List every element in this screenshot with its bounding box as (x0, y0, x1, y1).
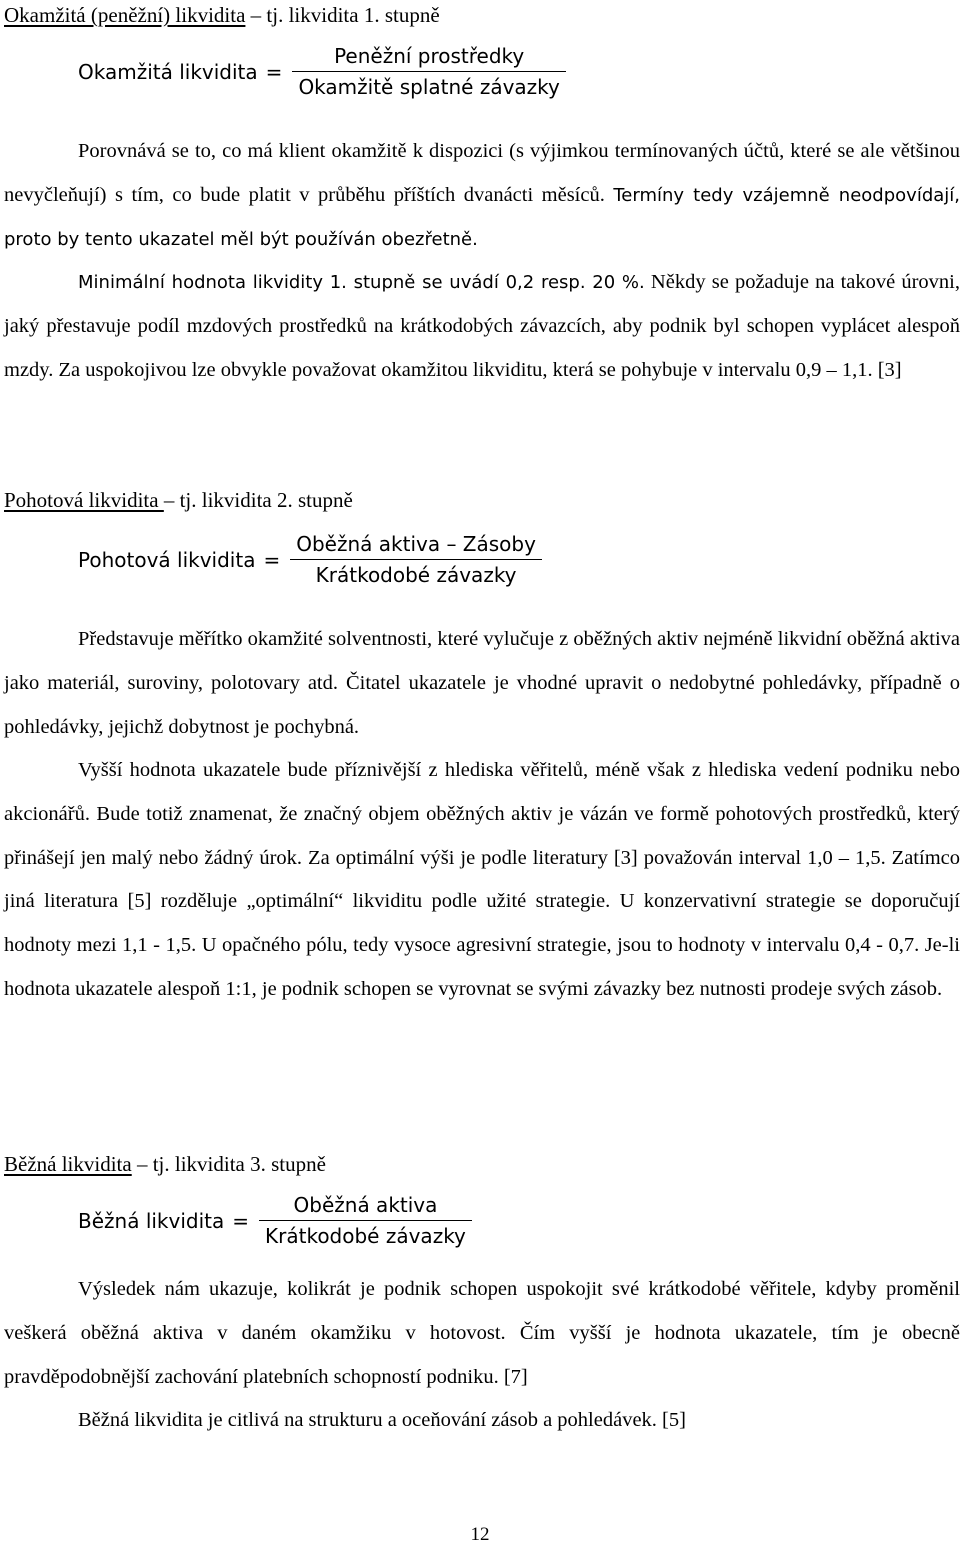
section-heading-quick-liquidity (4, 488, 353, 512)
formula-lhs: Běžná likvidita (78, 1208, 225, 1233)
paragraph-quick-liquidity-2 (4, 749, 960, 1012)
paragraph-text-rest: Někdy se požaduje na takové úrovni, jaký přestavuje podíl mzdových prostředků na krátkodobých závazcích, aby podnik byl schopen vyplácet alespoň mzdy. Za uspokojivou lze obvykle považovat okamžitou likviditu, která se pohybuje v intervalu 0,9 – 1,1. [3] (4, 271, 960, 381)
paragraph-text: Vyšší hodnota ukazatele bude příznivější z hlediska věřitelů, méně však z hlediska vedení podniku nebo akcionářů. Bude totiž znamenat, že značný objem oběžných aktiv je vázán ve formě pohotových prostředků, který přinášejí jen malý nebo žádný úrok. Za optimální výši je podle literatury [3] považován interval 1,0 – 1,5. Zatímco jiná literatura [5] rozděluje „optimální“ likviditu podle užité strategie. U konzervativní strategie se doporučují hodnoty mezi 1,1 - 1,5. U opačného pólu, tedy vysoce agresivní strategie, jsou to hodnoty v intervalu 0,4 - 0,7. Je-li hodnota ukazatele alespoň 1:1, je podnik schopen se vyrovnat se svými závazky bez nutnosti prodeje svých zásob. (4, 759, 960, 1000)
formula-current-liquidity (78, 1193, 472, 1248)
formula-fraction (259, 1193, 472, 1248)
formula-quick-liquidity (78, 532, 542, 587)
formula-denominator: Okamžitě splatné závazky (298, 75, 560, 99)
paragraph-quick-liquidity-1 (4, 618, 960, 749)
formula-denominator: Krátkodobé závazky (265, 1224, 466, 1248)
paragraph-text-serif: Porovnává se to, co má klient okamžitě k dispozici (s výjimkou termínovaných účtů, které se ale většinou nevyčleňují) s tím, co bude platit v průběhu příštích dvanácti měsíců. (4, 140, 960, 206)
formula-lhs: Okamžitá likvidita (78, 59, 258, 84)
formula-denominator: Krátkodobé závazky (315, 563, 517, 587)
formula-numerator: Oběžná aktiva (293, 1193, 438, 1217)
formula-fraction (292, 44, 565, 99)
paragraph-current-liquidity-2 (4, 1399, 960, 1443)
paragraph-immediate-liquidity (4, 130, 960, 393)
heading-rest-text: – tj. likvidita 2. stupně (163, 488, 353, 512)
paragraph-text-sans-2: Minimální hodnota likvidity 1. stupně se uvádí 0,2 resp. 20 %. (78, 272, 645, 294)
formula-fraction (290, 532, 542, 587)
paragraph-text: Běžná likvidita je citlivá na strukturu a oceňování zásob a pohledávek. [5] (78, 1409, 686, 1431)
paragraph-text-sans-1: Termíny tedy vzájemně neodpovídají, proto by tento ukazatel měl být používán obezřetně. (4, 184, 960, 250)
heading-underlined-text: Okamžitá (peněžní) likvidita (4, 3, 246, 27)
formula-equals: = (263, 547, 281, 572)
heading-underlined-text: Běžná likvidita (4, 1152, 132, 1176)
section-heading-immediate-liquidity (4, 3, 440, 27)
heading-underlined-text: Pohotová likvidita (4, 488, 164, 512)
formula-lhs: Pohotová likvidita (78, 547, 256, 572)
formula-numerator: Oběžná aktiva – Zásoby (296, 532, 536, 556)
page-number: 12 (470, 1524, 490, 1545)
formula-immediate-liquidity (78, 44, 566, 99)
formula-numerator: Peněžní prostředky (334, 44, 525, 68)
paragraph-text: Představuje měřítko okamžité solventnosti, které vylučuje z oběžných aktiv nejméně likvidní oběžná aktiva jako materiál, suroviny, polotovary atd. Čitatel ukazatele je vhodné upravit o nedobytné pohledávky, případně o pohledávky, jejichž dobytnost je pochybná. (4, 628, 960, 738)
heading-rest-text: – tj. likvidita 1. stupně (245, 3, 440, 27)
heading-rest-text: – tj. likvidita 3. stupně (131, 1152, 326, 1176)
paragraph-current-liquidity-1 (4, 1268, 960, 1399)
paragraph-text: Výsledek nám ukazuje, kolikrát je podnik schopen uspokojit své krátkodobé věřitele, kdyby proměnil veškerá oběžná aktiva v daném okamžiku v hotovost. Čím vyšší je hodnota ukazatele, tím je obecně pravděpodobnější zachování platebních schopností podniku. [7] (4, 1278, 960, 1388)
formula-equals: = (265, 59, 283, 84)
section-heading-current-liquidity (4, 1152, 326, 1176)
formula-equals: = (232, 1208, 250, 1233)
